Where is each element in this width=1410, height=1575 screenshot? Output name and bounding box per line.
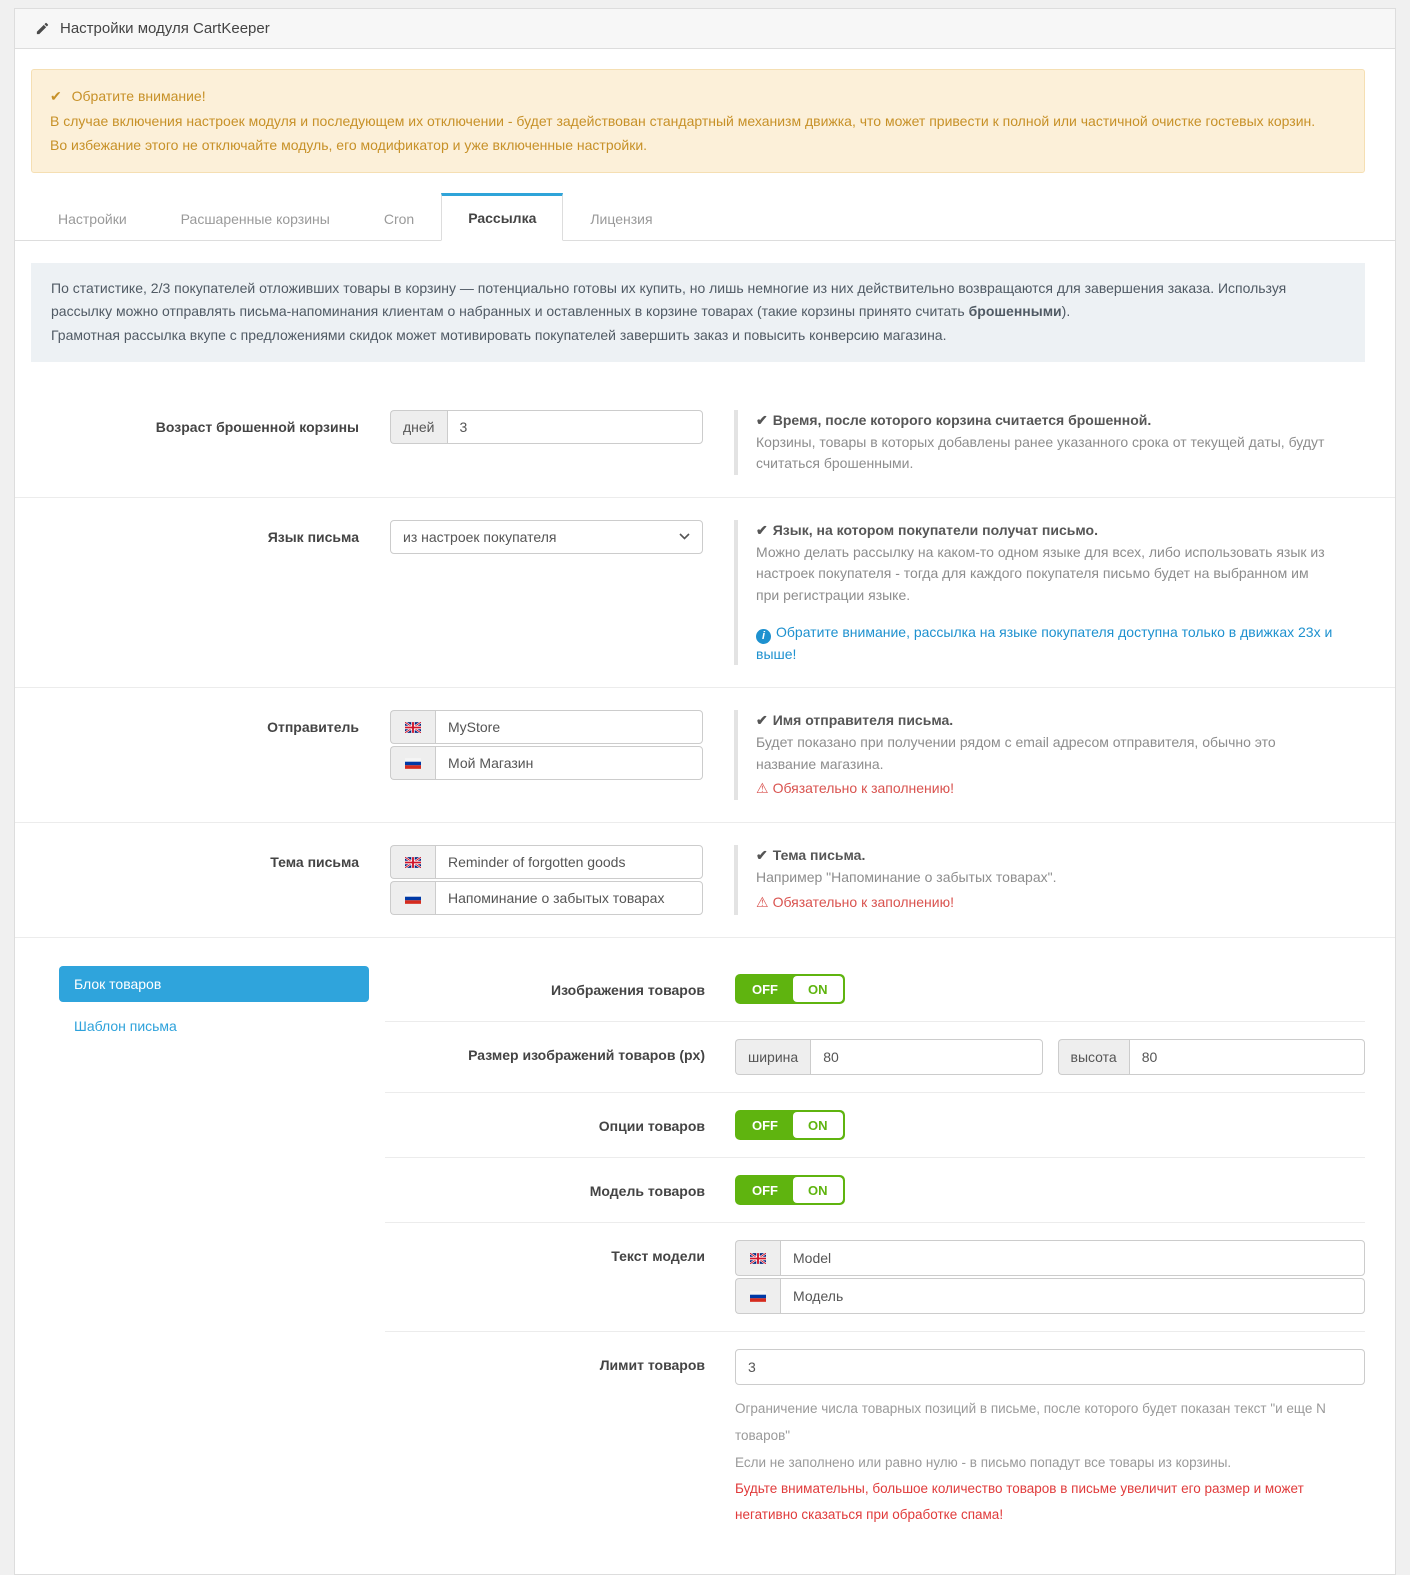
- warning-icon: ⚠: [756, 893, 769, 910]
- product-images-label: Изображения товаров: [551, 982, 705, 999]
- panel-heading: [15, 9, 1395, 49]
- subject-help-text: Например "Напоминание о забытых товарах".: [756, 868, 1057, 885]
- product-options-toggle[interactable]: [735, 1110, 845, 1140]
- intro-text-end: ).: [1061, 303, 1071, 320]
- language-select[interactable]: [390, 520, 703, 554]
- sender-help-title: Имя отправителя письма.: [772, 712, 954, 729]
- flag-ru-icon: [735, 1278, 780, 1314]
- language-select-value: из настроек покупателя: [403, 528, 557, 545]
- subnav-item-products-block[interactable]: Блок товаров: [59, 966, 369, 1002]
- model-text-en-input[interactable]: [780, 1240, 1365, 1276]
- sender-en-input[interactable]: [435, 710, 703, 744]
- row-image-size: [385, 1021, 1365, 1092]
- language-note: i Обратите внимание, рассылка на языке покупателя доступна только в движках 23х и выше!: [756, 623, 1333, 662]
- sender-required: ⚠ Обязательно к заполнению!: [756, 780, 954, 797]
- image-size-label: Размер изображений товаров (px): [468, 1047, 705, 1064]
- cart-age-label: Возраст брошенной корзины: [155, 418, 359, 435]
- language-help: [734, 520, 1335, 665]
- toggle-off-label: OFF: [752, 981, 778, 997]
- form-row-sender: [15, 687, 1395, 822]
- product-options-label: Опции товаров: [598, 1118, 705, 1135]
- subject-required: ⚠ Обязательно к заполнению!: [756, 893, 954, 910]
- warning-icon: ⚠: [756, 780, 769, 797]
- flag-en-icon: [390, 710, 435, 744]
- check-icon: ✔: [756, 521, 768, 538]
- module-settings-panel: [14, 8, 1396, 1575]
- check-icon: ✔: [50, 88, 62, 104]
- subnav-item-letter-template[interactable]: Шаблон письма: [74, 1018, 177, 1035]
- model-text-ru-input[interactable]: [780, 1278, 1365, 1314]
- tab-shared-carts[interactable]: Расшаренные корзины: [180, 210, 330, 227]
- sender-help-text: Будет показано при получении рядом с email адресом отправителя, обычно это название магазина.: [756, 734, 1276, 772]
- tab-license[interactable]: Лицензия: [590, 210, 653, 227]
- intro-bold: брошенными: [968, 303, 1062, 320]
- alert-line-1: В случае включения настроек модуля и последующем их отключении - будет задействован стандартный механизм движка, что может привести к полной или частичной очистке гостевых корзин.: [50, 112, 1316, 129]
- toggle-on-label: ON: [793, 976, 843, 1002]
- tab-settings[interactable]: Настройки: [58, 210, 127, 227]
- check-icon: ✔: [756, 411, 768, 428]
- row-model-text: [385, 1222, 1365, 1331]
- page-title: Настройки модуля CartKeeper: [60, 20, 270, 37]
- toggle-on-label: ON: [793, 1177, 843, 1203]
- subject-help-title: Тема письма.: [772, 847, 866, 864]
- model-text-label: Текст модели: [611, 1248, 705, 1265]
- flag-en-icon: [390, 845, 435, 879]
- check-icon: ✔: [756, 712, 768, 729]
- language-help-text: Можно делать рассылку на каком-то одном языке для всех, либо использовать язык из настроек покупателя - тогда для каждого покупателя письмо будет на выбранном им при регистрации языке.: [756, 543, 1325, 604]
- alert-title: Обратите внимание!: [71, 88, 206, 104]
- row-product-limit: [385, 1331, 1365, 1544]
- row-product-options: [385, 1092, 1365, 1157]
- product-limit-warning: Будьте внимательны, большое количество товаров в письме увеличит его размер и может негативно сказаться при обработке спама!: [735, 1481, 1304, 1522]
- language-help-title: Язык, на котором покупатели получат письмо.: [772, 521, 1099, 538]
- form-row-language: [15, 497, 1395, 687]
- flag-ru-icon: [390, 746, 435, 780]
- product-model-toggle[interactable]: [735, 1175, 845, 1205]
- form-row-subject: [15, 822, 1395, 937]
- intro-infobox: [31, 263, 1365, 362]
- chevron-down-icon: [679, 533, 690, 540]
- sender-label: Отправитель: [267, 719, 359, 736]
- tab-bar: [15, 193, 1395, 241]
- warning-alert: [31, 69, 1365, 173]
- toggle-off-label: OFF: [752, 1182, 778, 1198]
- image-height-input[interactable]: [1129, 1039, 1365, 1075]
- toggle-on-label: ON: [793, 1112, 843, 1138]
- form-row-cart-age: [15, 388, 1395, 497]
- image-width-input[interactable]: [810, 1039, 1042, 1075]
- intro-text: По статистике, 2/3 покупателей отложивших товары в корзину — потенциально готовы их купить, но лишь немногие из них действительно возвращаются для завершения заказа. Используя рассылку можно отправлять письма-напоминания клиентам о набранных и оставленных в корзине товарах (такие корзины принято считать: [51, 279, 1287, 320]
- product-model-label: Модель товаров: [589, 1183, 705, 1200]
- tab-mailing[interactable]: Рассылка: [441, 193, 563, 241]
- sub-navigation: [45, 966, 385, 1544]
- product-limit-input[interactable]: [735, 1349, 1365, 1385]
- row-product-images: [385, 966, 1365, 1021]
- cart-age-help: [734, 410, 1335, 475]
- flag-ru-icon: [390, 881, 435, 915]
- products-block-section: [15, 937, 1395, 1544]
- language-label: Язык письма: [267, 528, 359, 545]
- subject-ru-input[interactable]: [435, 881, 703, 915]
- subject-label: Тема письма: [270, 854, 359, 871]
- cart-age-input[interactable]: [447, 410, 703, 444]
- width-addon: ширина: [735, 1039, 810, 1075]
- product-images-toggle[interactable]: [735, 974, 845, 1004]
- cart-age-help-text: Корзины, товары в которых добавлены ранее указанного срока от текущей даты, будут считаться брошенными.: [756, 433, 1325, 472]
- subject-help: [734, 845, 1335, 915]
- subject-en-input[interactable]: [435, 845, 703, 879]
- cart-age-addon: дней: [390, 410, 447, 444]
- product-limit-help: Ограничение числа товарных позиций в письме, после которого будет показан текст "и еще N товаров" Если не заполнено или равно нулю - в письмо попадут все товары из корзины.: [735, 1401, 1326, 1471]
- alert-line-2: Во избежание этого не отключайте модуль, его модификатор и уже включенные настройки.: [50, 137, 648, 153]
- height-addon: высота: [1058, 1039, 1129, 1075]
- tab-cron[interactable]: Cron: [383, 210, 415, 227]
- check-icon: ✔: [756, 847, 768, 864]
- flag-en-icon: [735, 1240, 780, 1276]
- row-product-model: [385, 1157, 1365, 1222]
- toggle-off-label: OFF: [752, 1117, 778, 1133]
- pencil-icon: [35, 21, 50, 36]
- intro-text-2: Грамотная рассылка вкупе с предложениями скидок может мотивировать покупателей завершить заказ и повысить конверсию магазина.: [51, 327, 947, 344]
- cart-age-help-title: Время, после которого корзина считается брошенной.: [772, 411, 1152, 428]
- sender-help: [734, 710, 1335, 800]
- info-icon: i: [756, 629, 771, 644]
- sender-ru-input[interactable]: [435, 746, 703, 780]
- product-limit-label: Лимит товаров: [599, 1357, 705, 1374]
